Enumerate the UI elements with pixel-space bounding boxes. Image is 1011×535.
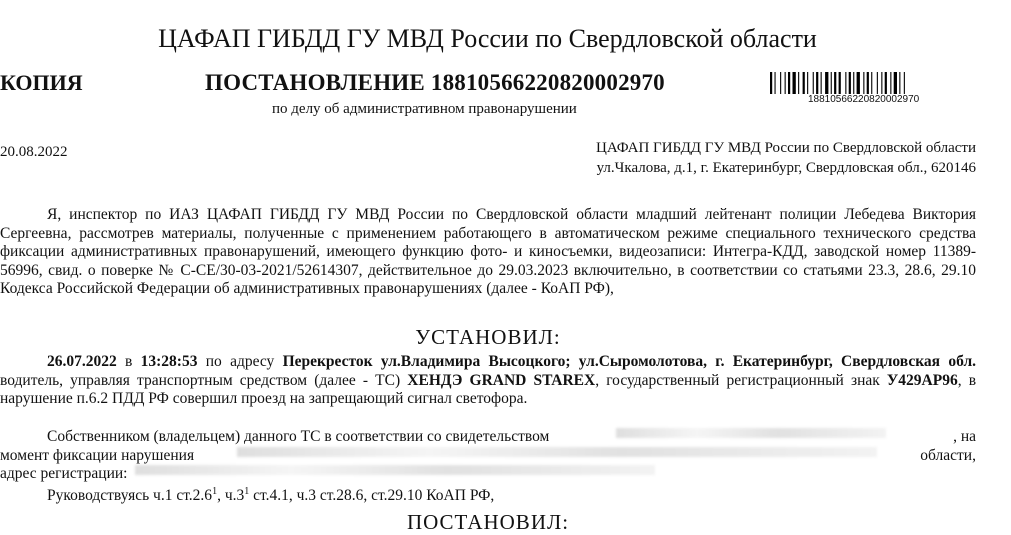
owner-tail-2: области, <box>920 446 976 464</box>
barcode-bar <box>816 72 818 94</box>
barcode-bar <box>871 72 872 94</box>
barcode-bar <box>798 72 799 94</box>
owner-redacted-1 <box>616 428 886 438</box>
guided-sup-1: 1 <box>212 486 218 497</box>
barcode-bar <box>803 72 805 94</box>
violation-date: 26.07.2022 <box>47 353 117 370</box>
barcode-image <box>770 72 975 94</box>
barcode-bar <box>813 72 814 94</box>
owner-paragraph <box>0 428 976 484</box>
section-heading-established: УСТАНОВИЛ: <box>415 325 561 349</box>
driver-text: водитель, управляя транспортным средством (далее - ТС) <box>0 371 401 389</box>
barcode-bar <box>877 72 878 94</box>
vehicle-model: ХЕНДЭ GRAND STAREX <box>407 371 596 389</box>
org-address: ул.Чкалова, д.1, г. Екатеринбург, Свердловская обл., 620146 <box>596 160 976 176</box>
barcode-bar <box>807 72 808 94</box>
barcode-bar <box>867 72 869 94</box>
violation-time: 13:28:53 <box>140 353 198 370</box>
intro-paragraph: Я, инспектор по ИАЗ ЦАФАП ГИБДД ГУ МВД России по Свердловской области младший лейтенант полиции Лебедева Виктория Сергеевна, рассмотрев материалы, полученные с применением работающего в автоматическом режиме специального технического средства фиксации административных правонарушений, имеющего функцию фото- и киносъемки, видеозаписи: Интегра-КДД, заводской номер 11389-56996, свид. о поверке № С-СЕ/30-03-2021/52614307, действительное до 29.03.2023 включительно, в соответствии со статьями 23.3, 28.6, 29.10 Кодекса Российской Федерации об административных правонарушениях (далее - КоАП РФ), <box>0 206 976 297</box>
barcode-bar <box>885 72 887 94</box>
barcode-number: 18810566220820002970 <box>808 94 920 105</box>
barcode-bar <box>863 72 864 94</box>
barcode-bar <box>825 72 828 94</box>
document-subtitle: по делу об административном правонарушении <box>272 101 577 117</box>
header-title: ЦАФАП ГИБДД ГУ МВД России по Свердловской области <box>158 24 817 53</box>
document-date: 20.08.2022 <box>0 144 68 160</box>
barcode-bar <box>775 72 776 94</box>
guided-mid: , ч.3 <box>217 487 245 505</box>
guided-text: Руководствуясь ч.1 ст.2.6 <box>47 487 213 505</box>
violation-address: Перекресток ул.Владимира Высоцкого; ул.Сыромолотова, г. Екатеринбург, Свердловская обл. <box>282 353 977 370</box>
barcode-bar <box>770 72 772 94</box>
guided-end: ст.4.1, ч.3 ст.28.6, ст.29.10 КоАП РФ, <box>249 487 495 505</box>
address-prefix: по адресу <box>205 353 275 370</box>
guided-paragraph <box>0 483 1011 506</box>
document-title: ПОСТАНОВЛЕНИЕ 18810566220820002970 <box>205 70 665 95</box>
barcode-bar <box>904 72 905 94</box>
barcode-bar <box>793 72 796 94</box>
barcode-bar <box>839 72 841 94</box>
plate-prefix: , государственный регистрационный знак <box>595 371 880 389</box>
section-heading-resolved: ПОСТАНОВИЛ: <box>406 510 570 534</box>
barcode-bar <box>785 72 786 94</box>
established-paragraph <box>0 353 976 409</box>
vehicle-plate: У429АР96 <box>886 371 958 389</box>
barcode-bar <box>821 72 822 94</box>
barcode-bar <box>853 72 854 94</box>
barcode-bar <box>899 72 900 94</box>
barcode-bar <box>890 72 891 94</box>
barcode-bar <box>780 72 781 94</box>
barcode-bar <box>881 72 882 94</box>
owner-line-3: адрес регистрации: <box>0 465 128 482</box>
barcode-bar <box>834 72 836 94</box>
barcode-bar <box>845 72 846 94</box>
barcode-bar <box>831 72 832 94</box>
at-word: в <box>125 353 133 370</box>
owner-line-2: момент фиксации нарушения <box>0 446 195 464</box>
barcode-bar <box>788 72 790 94</box>
guided-sup-2: 1 <box>244 486 250 497</box>
violation-text: , в нарушение п.6.2 ПДД РФ совершил проезд на запрещающий сигнал светофора. <box>0 371 977 407</box>
barcode-bar <box>857 72 860 94</box>
barcode-bar <box>849 72 851 94</box>
copy-mark: КОПИЯ <box>0 70 83 95</box>
org-name: ЦАФАП ГИБДД ГУ МВД России по Свердловской области <box>595 140 976 156</box>
owner-redacted-2 <box>237 447 877 457</box>
owner-tail-1: , на <box>953 428 976 445</box>
owner-start: Собственником (владельцем) данного ТС в соответствии со свидетельством <box>47 428 550 445</box>
barcode-bar <box>894 72 897 94</box>
owner-redacted-3 <box>135 465 655 475</box>
